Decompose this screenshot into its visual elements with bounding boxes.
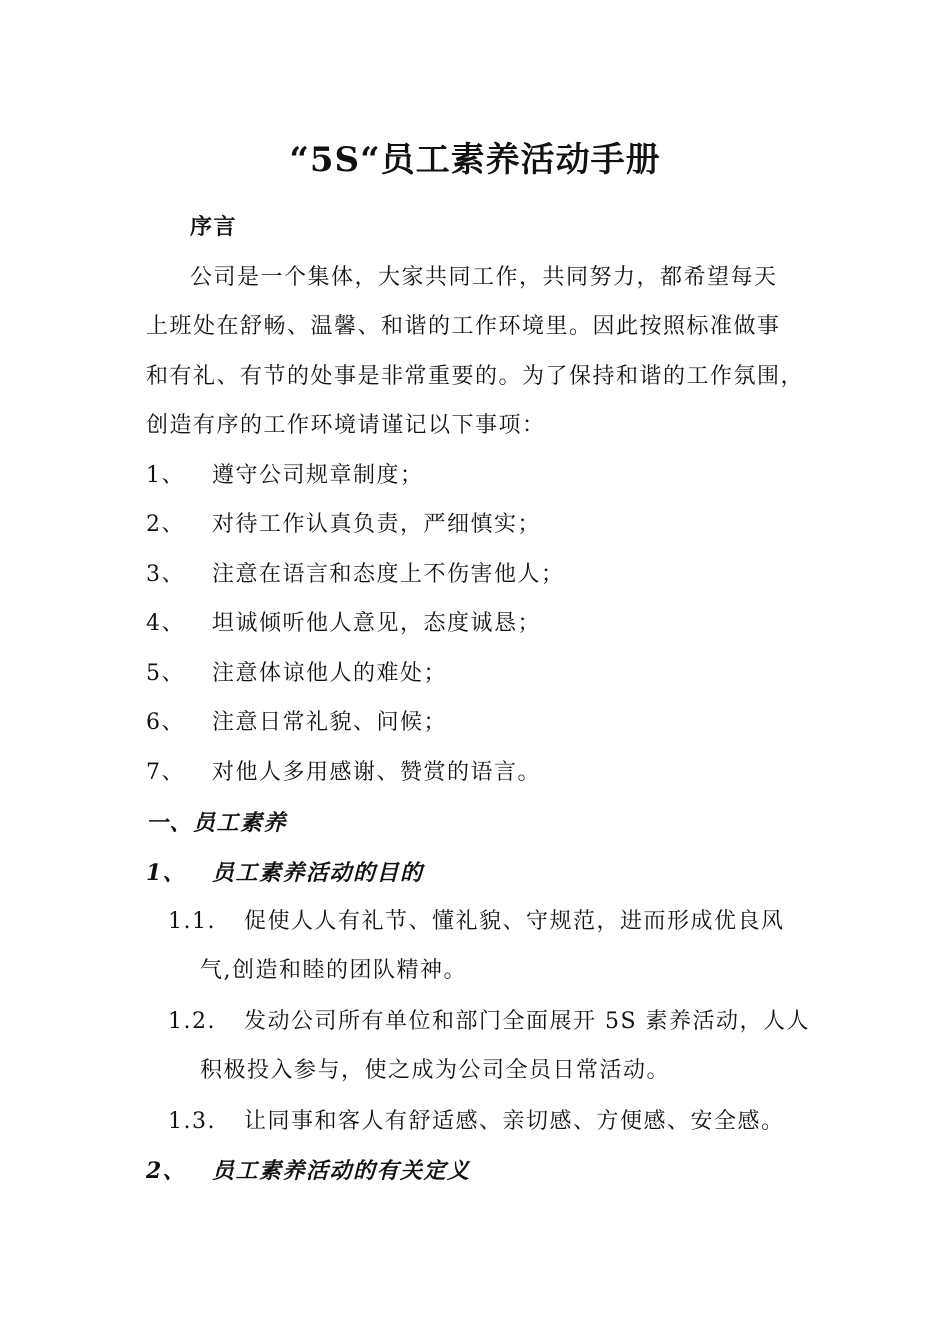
- preface-line-3: 和有礼、有节的处事是非常重要的。为了保持和谐的工作氛围，: [146, 364, 805, 389]
- list-text: 让同事和客人有舒适感、亲切感、方便感、安全感。: [244, 1109, 785, 1134]
- preface-line-2: 上班处在舒畅、温馨、和谐的工作环境里。因此按照标准做事: [146, 314, 781, 339]
- list-text: 坦诚倾听他人意见，态度诚恳；: [212, 611, 542, 636]
- list-text: 注意体谅他人的难处；: [212, 661, 448, 686]
- list-text-continued: 积极投入参与，使之成为公司全员日常活动。: [200, 1058, 671, 1083]
- list-text: 促使人人有礼节、懂礼貌、守规范，进而形成优良风: [244, 909, 785, 934]
- list-number: 6、: [146, 710, 185, 735]
- preface-line-4: 创造有序的工作环境请谨记以下事项：: [146, 413, 546, 438]
- list-number: 1、: [146, 463, 185, 488]
- preface-heading: 序言: [190, 214, 238, 240]
- subsection-title: 员工素养活动的目的: [212, 860, 424, 886]
- list-text: 遵守公司规章制度；: [212, 463, 424, 488]
- list-number: 5、: [146, 661, 185, 686]
- list-number: 1.1.: [168, 909, 216, 934]
- section-heading: 一、员工素养: [146, 810, 288, 836]
- list-text: 对他人多用感谢、赞赏的语言。: [212, 760, 542, 785]
- preface-line-1: 公司是一个集体，大家共同工作，共同努力，都希望每天: [190, 265, 778, 290]
- list-number: 3、: [146, 562, 185, 587]
- list-number: 1.2.: [168, 1009, 216, 1034]
- subsection-number: 1、: [146, 860, 187, 886]
- subsection-title: 员工素养活动的有关定义: [212, 1158, 471, 1184]
- subsection-number: 2、: [146, 1158, 187, 1184]
- list-number: 4、: [146, 611, 185, 636]
- list-text: 注意在语言和态度上不伤害他人；: [212, 562, 565, 587]
- list-text: 对待工作认真负责，严细慎实；: [212, 512, 542, 537]
- list-text: 注意日常礼貌、问候；: [212, 710, 448, 735]
- list-number: 1.3.: [168, 1109, 216, 1134]
- list-number: 7、: [146, 760, 185, 785]
- list-text: 发动公司所有单位和部门全面展开 5S 素养活动，人人: [244, 1009, 811, 1034]
- list-text-continued: 气,创造和睦的团队精神。: [200, 958, 467, 983]
- list-number: 2、: [146, 512, 185, 537]
- page-title: “5S“员工素养活动手册: [289, 140, 661, 180]
